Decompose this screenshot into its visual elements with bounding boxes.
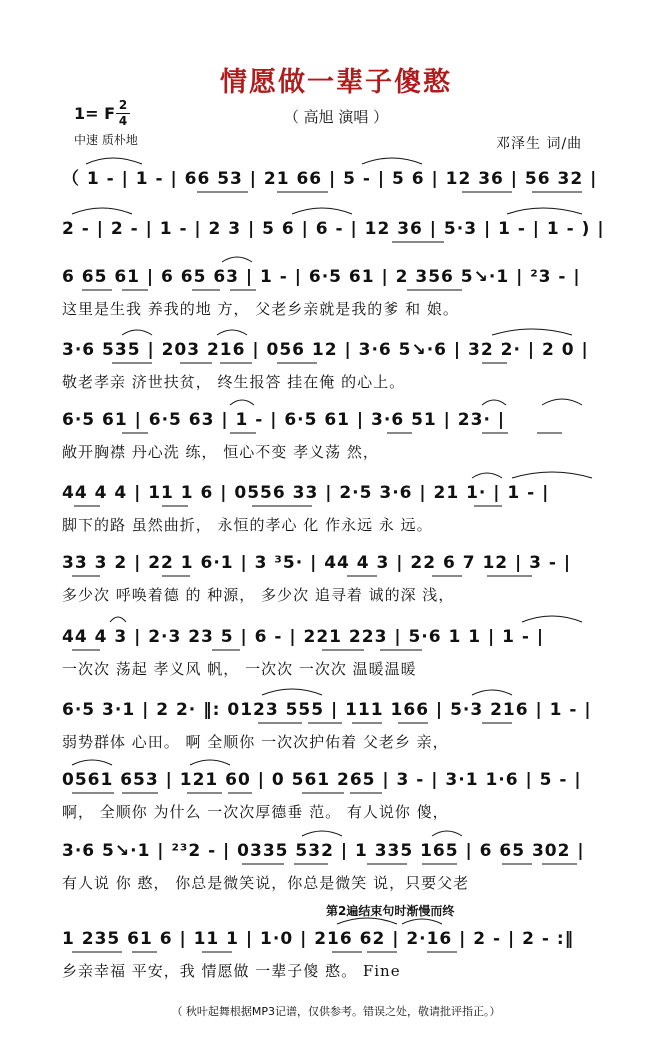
notation-line: 0561 653 | 121 60 | 0 561 265 | 3 - | 3·1 1·6 | 5 - | (62, 770, 582, 790)
time-signature (116, 99, 130, 128)
lyric-line: 乡亲幸福 平安，我 情愿做 一辈子傻 憨。 Fine (62, 962, 401, 980)
notation-line: 2 - | 2 - | 1 - | 2 3 | 5 6 | 6 - | 12 36 | 5·3 | 1 - | 1 - ) | (62, 219, 605, 239)
beam-underlines (62, 504, 610, 512)
beam-underlines (62, 240, 610, 248)
lyric-line: 脚下的路 虽然曲折， 永恒的孝心 化 作永远 永 远。 (62, 516, 433, 534)
notation-line: 1 235 61 6 | 11 1 | 1·0 | 216 62 | 2·16 | 2 - | 2 - :‖ (62, 929, 575, 949)
beam-underlines (62, 648, 610, 656)
notation-line: 6·5 3·1 | 2 2· ‖: 0123 555 | 111 166 | 5·3 216 | 1 - | (62, 700, 592, 720)
notation-line: 6 65 61 | 6 65 63 | 1 - | 6·5 61 | 2 356 5↘·1 | ²3 - | (62, 267, 581, 287)
lyric-line: 这里是生我 养我的地 方， 父老乡亲就是我的爹 和 娘。 (62, 300, 459, 318)
beam-underlines (62, 791, 610, 799)
key-signature: 1= F (74, 104, 116, 123)
notation-line: 33 3 2 | 22 1 6·1 | 3 ³5· | 44 4 3 | 22 6 7 12 | 3 - | (62, 553, 572, 573)
beam-underlines (62, 288, 610, 296)
time-signature-top: 2 (118, 98, 128, 112)
notation-line: 3·6 535 | 203 216 | 056 12 | 3·6 5↘·6 | 32 2· | 2 0 | (62, 340, 589, 360)
lyric-line: 敞开胸襟 丹心洗 练， 恒心不变 孝义荡 然， (62, 443, 379, 461)
song-title: 情愿做一辈子傻憨 (220, 67, 452, 98)
performance-instruction: 第2遍结束句时渐慢而终 (326, 904, 455, 918)
lyric-line: 啊， 全顺你 为什么 一次次厚德垂 范。 有人说你 傻， (62, 803, 449, 821)
tempo-marking: 中速 质朴地 (74, 133, 138, 147)
beam-underlines (62, 950, 610, 958)
composer-credit: 邓泽生 词/曲 (496, 136, 583, 152)
beam-underlines (62, 862, 610, 870)
notation-line: 44 4 3 | 2·3 23 5 | 6 - | 221 223 | 5·6 1 1 | 1 - | (62, 627, 545, 647)
notation-line: 6·5 61 | 6·5 63 | 1 - | 6·5 61 | 3·6 51 | 23· | (62, 410, 506, 430)
beam-underlines (62, 431, 610, 439)
beam-underlines (62, 574, 610, 582)
lyric-line: 有人说 你 憨， 你总是微笑说，你总是微笑 说，只要父老 (62, 874, 470, 892)
beam-underlines (62, 721, 610, 729)
transcription-footnote: （ 秋叶起舞根据MP3记谱，仅供参考。错误之处，敬请批评指正。） (171, 1005, 501, 1018)
beam-underlines (62, 361, 610, 369)
notation-line: 44 4 4 | 11 1 6 | 0556 33 | 2·5 3·6 | 21 1· | 1 - | (62, 483, 550, 503)
beam-underlines (62, 190, 610, 198)
notation-line: （ 1 - | 1 - | 66 53 | 21 66 | 5 - | 5 6 | 12 36 | 56 32 | (62, 169, 598, 189)
lyric-line: 弱势群体 心田。 啊 全顺你 一次次护佑着 父老乡 亲， (62, 733, 449, 751)
lyric-line: 一次次 荡起 孝义风 帆， 一次次 一次次 温暖温暖 (62, 660, 417, 678)
performer-credit: （ 高旭 演唱 ） (283, 108, 389, 126)
time-signature-bottom: 4 (118, 114, 128, 128)
lyric-line: 多少次 呼唤着德 的 种源， 多少次 追寻着 诚的深 浅， (62, 586, 455, 604)
notation-line: 3·6 5↘·1 | ²³2 - | 0335 532 | 1 335 165 | 6 65 302 | (62, 841, 585, 861)
lyric-line: 敬老孝亲 济世扶贫， 终生报答 挂在俺 的心上。 (62, 373, 406, 391)
